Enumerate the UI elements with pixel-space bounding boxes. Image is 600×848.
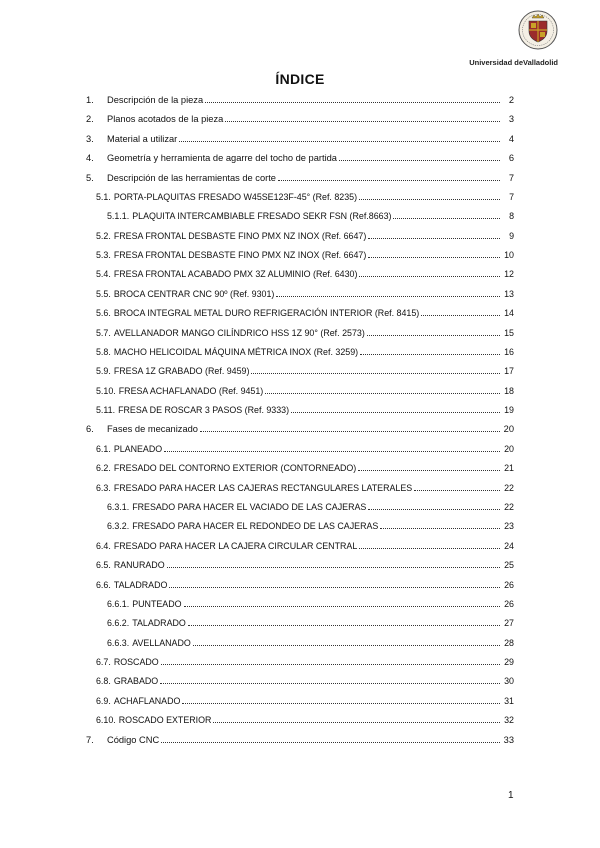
toc-entry-page: 14 xyxy=(504,308,514,319)
toc-entry-number: 6.6.1. xyxy=(107,598,130,609)
toc-entry[interactable] xyxy=(96,654,514,668)
toc-entry-page: 19 xyxy=(504,405,514,416)
toc-entry-number: 6.1. xyxy=(96,443,111,454)
toc-entry-number: 5.10. xyxy=(96,385,116,396)
toc-entry-title: Material a utilizar xyxy=(107,133,178,144)
toc-dot-leader xyxy=(161,742,500,743)
toc-dot-leader xyxy=(179,141,500,142)
toc-entry[interactable] xyxy=(96,577,514,591)
toc-entry-title: Fases de mecanizado xyxy=(107,424,198,435)
toc-entry-number: 7. xyxy=(86,734,94,745)
toc-entry-number: 1. xyxy=(86,95,94,105)
toc-entry[interactable] xyxy=(86,170,514,184)
toc-dot-leader xyxy=(184,606,500,607)
toc-entry[interactable] xyxy=(107,208,514,222)
toc-dot-leader xyxy=(393,218,500,219)
toc-entry-number: 5.8. xyxy=(96,346,111,357)
toc-entry-page: 21 xyxy=(504,463,514,474)
toc-dot-leader xyxy=(161,664,500,665)
toc-dot-leader xyxy=(167,567,500,568)
toc-dot-leader xyxy=(193,645,500,646)
toc-entry-page: 23 xyxy=(504,521,514,532)
toc-entry-number: 6.5. xyxy=(96,560,111,571)
toc-entry-page: 7 xyxy=(508,172,514,183)
toc-dot-leader xyxy=(160,683,500,684)
toc-entry[interactable] xyxy=(86,732,514,746)
toc-entry-number: 5.1. xyxy=(96,191,111,202)
toc-entry-title: RANURADO xyxy=(113,560,165,571)
toc-entry[interactable] xyxy=(96,266,514,280)
toc-entry-number: 2. xyxy=(86,114,94,125)
toc-entry-title: TALADRADO xyxy=(113,579,168,590)
toc-entry[interactable] xyxy=(96,383,514,397)
toc-dot-leader xyxy=(213,722,500,723)
toc-entry-title: BROCA CENTRAR CNC 90º (Ref. 9301) xyxy=(113,288,275,299)
toc-entry[interactable] xyxy=(107,635,514,649)
toc-entry-title: FRESADO PARA HACER LAS CAJERAS RECTANGULARES LATERALES xyxy=(113,482,413,493)
toc-entry-page: 17 xyxy=(504,366,514,377)
toc-entry-title: PLANEADO xyxy=(113,443,163,454)
toc-entry-title: MACHO HELICOIDAL MÁQUINA MÉTRICA INOX (Ref. 3259) xyxy=(113,346,359,357)
toc-entry-number: 5.5. xyxy=(96,288,111,299)
toc-entry[interactable] xyxy=(96,693,514,707)
page-title: ÍNDICE xyxy=(275,71,325,87)
toc-dot-leader xyxy=(291,412,500,413)
toc-dot-leader xyxy=(368,509,500,510)
toc-entry-page: 26 xyxy=(504,598,514,609)
university-seal-icon xyxy=(518,10,558,50)
toc-entry-number: 6. xyxy=(86,424,94,435)
toc-entry-title: GRABADO xyxy=(113,676,159,687)
toc-entry-number: 5.3. xyxy=(96,250,111,261)
toc-entry-page: 27 xyxy=(504,618,514,629)
toc-entry-number: 6.6.3. xyxy=(107,637,130,648)
toc-entry-number: 5.9. xyxy=(96,366,111,377)
toc-dot-leader xyxy=(414,490,500,491)
toc-entry-page: 30 xyxy=(504,676,514,687)
toc-entry-title: Código CNC xyxy=(107,734,160,745)
toc-entry[interactable] xyxy=(86,92,514,106)
toc-entry-number: 6.3.1. xyxy=(107,501,130,512)
toc-entry-number: 5.2. xyxy=(96,230,111,241)
toc-entry[interactable] xyxy=(96,673,514,687)
toc-entry[interactable] xyxy=(96,286,514,300)
toc-entry-title: Planos acotados de la pieza xyxy=(107,114,224,125)
toc-entry-page: 4 xyxy=(508,133,514,144)
toc-entry-title: AVELLANADO xyxy=(132,637,191,648)
toc-entry-title: ROSCADO xyxy=(113,657,159,668)
toc-entry[interactable] xyxy=(86,421,514,435)
toc-dot-leader xyxy=(182,703,500,704)
toc-entry[interactable] xyxy=(107,615,514,629)
toc-entry-number: 5.11. xyxy=(96,405,116,416)
toc-entry-number: 4. xyxy=(86,153,94,164)
toc-entry[interactable] xyxy=(107,499,514,513)
toc-entry-page: 25 xyxy=(504,560,514,571)
toc-entry[interactable] xyxy=(86,111,514,125)
toc-entry[interactable] xyxy=(96,363,514,377)
toc-entry-page: 15 xyxy=(504,327,514,338)
toc-entry[interactable] xyxy=(96,402,514,416)
toc-entry-page: 22 xyxy=(504,482,514,493)
toc-entry[interactable] xyxy=(96,189,514,203)
university-name: Universidad deValladolid xyxy=(469,58,558,67)
toc-entry-page: 3 xyxy=(508,114,514,125)
toc-entry-title: FRESA FRONTAL DESBASTE FINO PMX NZ INOX (Ref. 6647) xyxy=(113,250,367,261)
toc-entry-page: 18 xyxy=(504,385,514,396)
toc-entry-page: 33 xyxy=(503,734,514,745)
toc-entry-number: 5.6. xyxy=(96,308,111,319)
toc-dot-leader xyxy=(278,180,500,181)
toc-dot-leader xyxy=(421,315,500,316)
toc-entry-title: Geometría y herramienta de agarre del tocho de partida xyxy=(107,153,337,164)
toc-entry-page: 16 xyxy=(504,346,514,357)
toc-dot-leader xyxy=(169,587,500,588)
toc-entry[interactable] xyxy=(86,131,514,145)
toc-entry[interactable] xyxy=(107,518,514,532)
toc-entry-title: PLAQUITA INTERCAMBIABLE FRESADO SEKR FSN (Ref.8663) xyxy=(132,211,392,222)
toc-dot-leader xyxy=(339,160,500,161)
toc-dot-leader xyxy=(380,528,500,529)
toc-entry-number: 5. xyxy=(86,172,94,183)
toc-entry[interactable] xyxy=(96,712,514,726)
toc-entry-title: PORTA-PLAQUITAS FRESADO W45SE123F-45° (Ref. 8235) xyxy=(113,191,358,202)
toc-entry-title: PUNTEADO xyxy=(132,598,182,609)
toc-entry[interactable] xyxy=(107,596,514,610)
toc-entry-title: FRESADO PARA HACER EL VACIADO DE LAS CAJERAS xyxy=(132,501,367,512)
toc-entry-number: 3. xyxy=(86,133,94,144)
toc-entry-page: 9 xyxy=(509,230,514,241)
toc-entry-page: 22 xyxy=(504,501,514,512)
toc-entry-number: 6.7. xyxy=(96,657,111,668)
toc-entry-title: FRESA FRONTAL ACABADO PMX 3Z ALUMINIO (Ref. 6430) xyxy=(113,269,358,280)
toc-entry-page: 10 xyxy=(504,250,514,261)
toc-entry[interactable] xyxy=(96,460,514,474)
toc-dot-leader xyxy=(359,199,500,200)
toc-dot-leader xyxy=(225,121,500,122)
toc-entry-title: ROSCADO EXTERIOR xyxy=(118,715,212,726)
toc-entry-number: 6.8. xyxy=(96,676,111,687)
toc-entry-number: 6.3.2. xyxy=(107,521,130,532)
toc-dot-leader xyxy=(164,451,500,452)
toc-entry-number: 5.1.1. xyxy=(107,211,130,222)
toc-entry-title: FRESA 1Z GRABADO (Ref. 9459) xyxy=(113,366,250,377)
toc-entry-number: 6.2. xyxy=(96,463,111,474)
toc-entry-title: TALADRADO xyxy=(132,618,186,629)
toc-entry-title: BROCA INTEGRAL METAL DURO REFRIGERACIÓN INTERIOR (Ref. 8415) xyxy=(113,308,420,319)
toc-entry-title: AVELLANADOR MANGO CILÍNDRICO HSS 1Z 90° (Ref. 2573) xyxy=(113,327,365,338)
toc-entry-page: 24 xyxy=(504,540,514,551)
toc-entry-title: FRESA ACHAFLANADO (Ref. 9451) xyxy=(118,385,264,396)
toc-dot-leader xyxy=(205,102,500,103)
toc-entry-title: FRESADO DEL CONTORNO EXTERIOR (CONTORNEADO) xyxy=(113,463,357,474)
toc-entry-page: 2 xyxy=(508,95,514,105)
toc-entry-page: 8 xyxy=(509,211,514,222)
toc-dot-leader xyxy=(359,548,500,549)
toc-entry-page: 6 xyxy=(508,153,514,164)
toc-entry[interactable] xyxy=(96,480,514,494)
toc-entry-title: FRESA FRONTAL DESBASTE FINO PMX NZ INOX (Ref. 6647) xyxy=(113,230,367,241)
toc-entry-number: 6.9. xyxy=(96,695,111,706)
toc-entry[interactable] xyxy=(96,325,514,339)
toc-entry-number: 6.6. xyxy=(96,579,111,590)
toc-dot-leader xyxy=(188,625,500,626)
toc-dot-leader xyxy=(276,296,500,297)
toc-entry-title: Descripción de las herramientas de corte xyxy=(107,172,276,183)
toc-entry[interactable] xyxy=(96,538,514,552)
toc-dot-leader xyxy=(358,470,500,471)
toc-entry-page: 12 xyxy=(504,269,514,280)
toc-entry[interactable] xyxy=(96,557,514,571)
toc-entry-page: 31 xyxy=(504,695,514,706)
page-number: 1 xyxy=(508,790,514,801)
toc-entry[interactable] xyxy=(86,150,514,164)
toc-entry-page: 29 xyxy=(504,657,514,668)
toc-entry-number: 6.6.2. xyxy=(107,618,130,629)
toc-entry[interactable] xyxy=(96,305,514,319)
toc-entry-page: 32 xyxy=(504,715,514,726)
toc-dot-leader xyxy=(367,335,500,336)
toc-entry-page: 7 xyxy=(509,191,514,202)
toc-entry-number: 6.3. xyxy=(96,482,111,493)
toc-dot-leader xyxy=(359,276,500,277)
toc-entry-number: 5.7. xyxy=(96,327,111,338)
toc-entry-page: 20 xyxy=(503,424,514,435)
toc-dot-leader xyxy=(368,238,500,239)
toc-entry-title: ACHAFLANADO xyxy=(113,695,181,706)
toc-entry-page: 26 xyxy=(504,579,514,590)
toc-entry[interactable] xyxy=(96,247,514,261)
toc-entry[interactable] xyxy=(96,228,514,242)
toc-entry-page: 13 xyxy=(504,288,514,299)
toc-entry-page: 28 xyxy=(504,637,514,648)
toc-dot-leader xyxy=(360,354,500,355)
toc-entry-title: FRESADO PARA HACER EL REDONDEO DE LAS CAJERAS xyxy=(132,521,379,532)
toc-entry-number: 6.10. xyxy=(96,715,116,726)
toc-entry[interactable] xyxy=(96,344,514,358)
toc-dot-leader xyxy=(368,257,500,258)
toc-entry-title: Descripción de la pieza xyxy=(107,95,204,105)
toc-entry-title: FRESADO PARA HACER LA CAJERA CIRCULAR CENTRAL xyxy=(113,540,358,551)
toc-dot-leader xyxy=(265,393,500,394)
toc-entry-page: 20 xyxy=(504,443,514,454)
toc-entry-title: FRESA DE ROSCAR 3 PASOS (Ref. 9333) xyxy=(118,405,290,416)
toc-dot-leader xyxy=(200,431,500,432)
toc-dot-leader xyxy=(251,373,500,374)
toc-entry-number: 6.4. xyxy=(96,540,111,551)
toc-entry[interactable] xyxy=(96,441,514,455)
toc-entry-number: 5.4. xyxy=(96,269,111,280)
